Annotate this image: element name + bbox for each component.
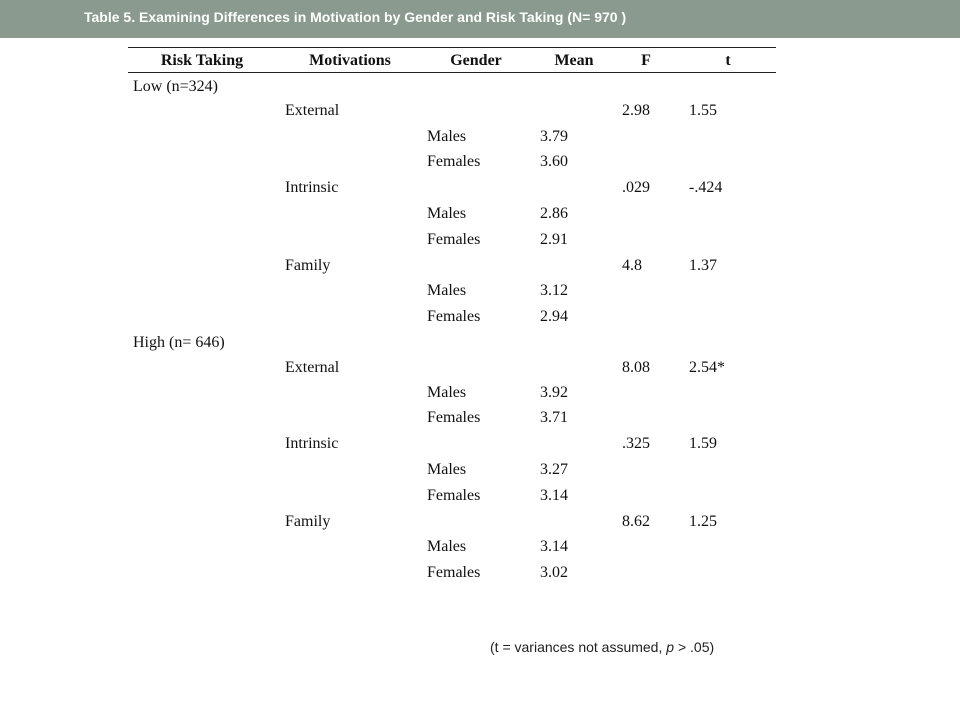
cell-t: 1.59: [689, 435, 717, 452]
cell-gender: Females: [427, 409, 481, 426]
cell-mean: 3.12: [540, 282, 568, 299]
footnote-text-2: > .05): [674, 639, 715, 655]
cell-gender: Males: [427, 282, 467, 299]
cell-f: .325: [622, 435, 650, 452]
cell-mean: 3.60: [540, 153, 568, 170]
cell-f: 4.8: [622, 257, 642, 274]
cell-gender: Females: [427, 153, 481, 170]
cell-t: 1.25: [689, 513, 717, 530]
cell-mean: 3.14: [540, 538, 568, 555]
cell-t: 1.55: [689, 102, 717, 119]
header-gender: Gender: [450, 52, 502, 69]
cell-risk-taking: Low (n=324): [133, 78, 219, 95]
cell-gender: Males: [427, 205, 467, 222]
cell-gender: Females: [427, 564, 481, 581]
cell-gender: Males: [427, 538, 467, 555]
cell-gender: Males: [427, 461, 467, 478]
cell-gender: Females: [427, 487, 481, 504]
header-motivations: Motivations: [309, 52, 391, 69]
cell-mean: 2.86: [540, 205, 568, 222]
header-t: t: [725, 52, 731, 69]
cell-t: -.424: [689, 179, 723, 196]
header-risk-taking: Risk Taking: [160, 52, 244, 69]
cell-motivation: External: [285, 102, 340, 119]
cell-mean: 3.14: [540, 487, 568, 504]
header-mean: Mean: [554, 52, 594, 69]
footnote-p: p: [666, 639, 675, 655]
cell-f: 8.08: [622, 359, 650, 376]
cell-motivation: Family: [285, 257, 331, 274]
cell-gender: Males: [427, 384, 467, 401]
cell-motivation: Intrinsic: [285, 435, 339, 452]
cell-mean: 3.79: [540, 128, 568, 145]
table-header-rule: [128, 72, 776, 73]
cell-mean: 3.27: [540, 461, 568, 478]
footnote: [490, 639, 714, 655]
cell-gender: Females: [427, 231, 481, 248]
header-f: F: [641, 52, 651, 69]
cell-motivation: Family: [285, 513, 331, 530]
cell-f: 2.98: [622, 102, 650, 119]
cell-mean: 3.92: [540, 384, 568, 401]
table-title: Table 5. Examining Differences in Motivation by Gender and Risk Taking (N= 970 ): [84, 9, 627, 25]
cell-f: .029: [622, 179, 650, 196]
title-bar: [0, 0, 960, 38]
cell-mean: 3.71: [540, 409, 568, 426]
cell-f: 8.62: [622, 513, 650, 530]
cell-risk-taking: High (n= 646): [133, 334, 225, 351]
cell-motivation: Intrinsic: [285, 179, 339, 196]
cell-mean: 2.94: [540, 308, 568, 325]
cell-mean: 2.91: [540, 231, 568, 248]
cell-motivation: External: [285, 359, 340, 376]
cell-gender: Males: [427, 128, 467, 145]
footnote-text-1: (t = variances not assumed,: [490, 639, 667, 655]
cell-mean: 3.02: [540, 564, 568, 581]
cell-t: 1.37: [689, 257, 717, 274]
table-top-rule: [128, 47, 776, 48]
cell-gender: Females: [427, 308, 481, 325]
cell-t: 2.54*: [689, 359, 725, 376]
